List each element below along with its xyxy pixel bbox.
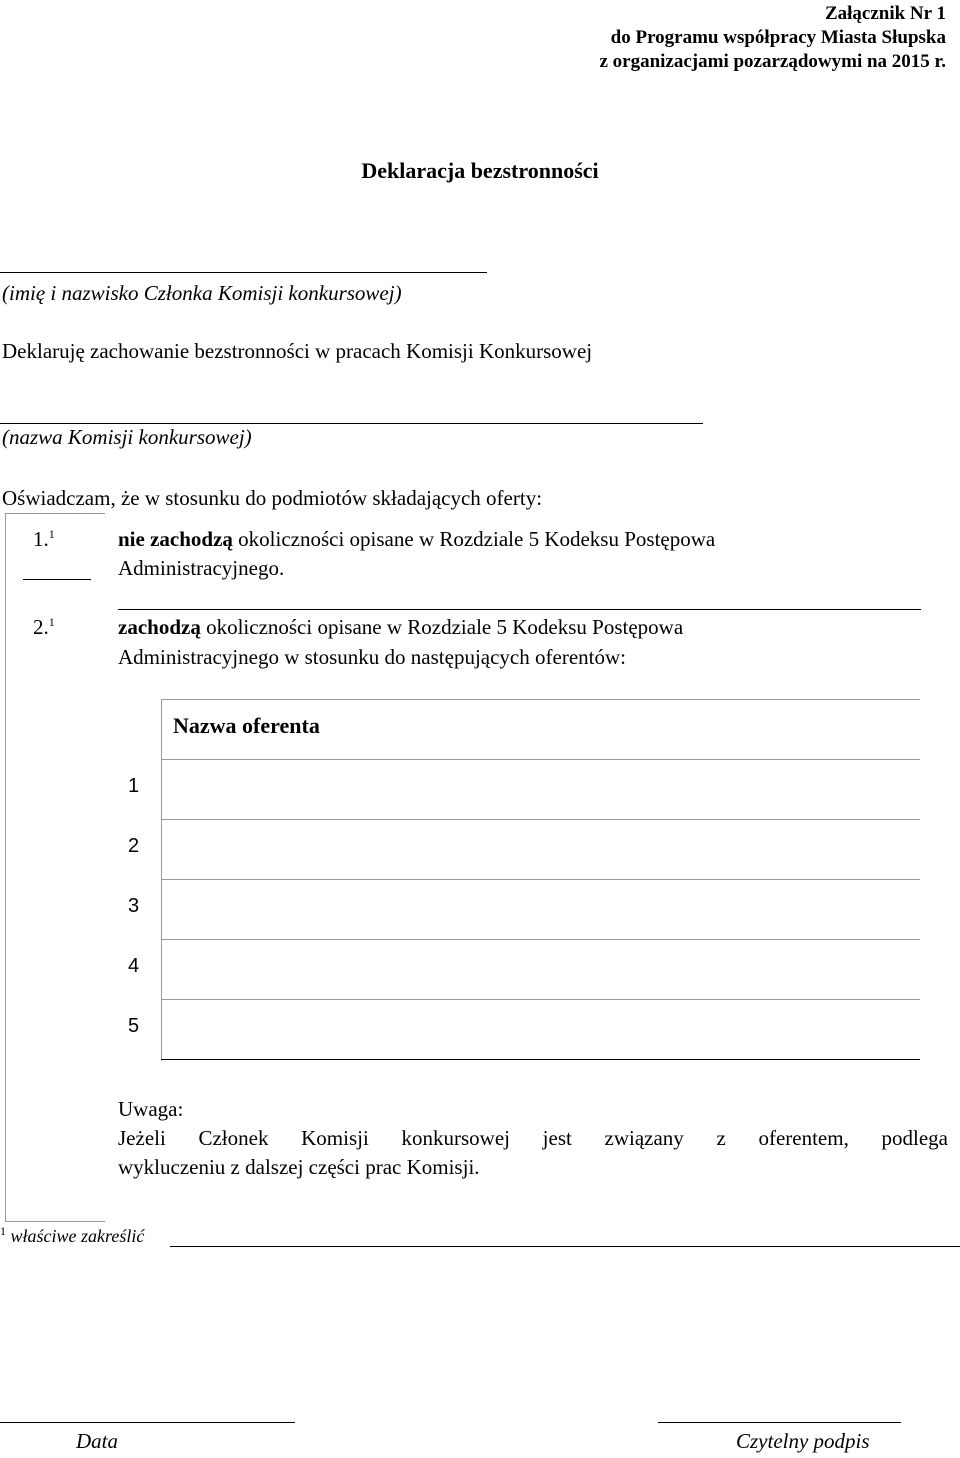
option-2-bold: zachodzą <box>118 615 201 639</box>
member-name-line <box>0 272 487 273</box>
frame-bottom-line <box>5 1221 105 1222</box>
header-line-3: z organizacjami pozarządowymi na 2015 r. <box>599 51 946 72</box>
table-left-border <box>161 699 162 1061</box>
table-bottom-border <box>161 1059 920 1060</box>
option-2-text <box>118 615 683 640</box>
attachment-header <box>599 2 946 74</box>
commission-name-caption: (nazwa Komisji konkursowej) <box>2 425 252 449</box>
table-row-divider <box>161 999 920 1000</box>
option-1-rest: okoliczności opisane w Rozdziale 5 Kodeksu Postępowa <box>232 527 716 551</box>
declaration-text: Deklaruję zachowanie bezstronności w pracach Komisji Konkursowej <box>2 339 593 363</box>
left-frame-line <box>5 513 6 1221</box>
signature-line <box>658 1422 901 1423</box>
option-1-marker[interactable] <box>33 527 55 552</box>
header-line-1: Załącznik Nr 1 <box>824 3 946 24</box>
header-line-2: do Programu współpracy Miasta Słupska <box>610 27 946 48</box>
commission-name-line <box>0 423 703 424</box>
footnote-marker: 1 <box>0 1224 6 1238</box>
note-line-2: wykluczeniu z dalszej części prac Komisji. <box>118 1155 480 1179</box>
footnote-text: właściwe zakreślić <box>6 1226 145 1246</box>
option-2-number: 2. <box>33 615 49 639</box>
option-1-mark-line <box>23 579 91 580</box>
table-row-number: 4 <box>128 955 140 977</box>
table-header: Nazwa oferenta <box>173 713 320 738</box>
option-1-footnote-ref: 1 <box>48 527 55 541</box>
table-row-divider <box>161 819 920 820</box>
footnote-line <box>170 1246 960 1247</box>
table-row-number: 5 <box>128 1015 140 1037</box>
frame-top-line <box>5 513 105 514</box>
table-row-divider <box>161 939 920 940</box>
option-2-marker[interactable] <box>33 615 55 640</box>
option-1-bold: nie zachodzą <box>118 527 233 551</box>
note-label: Uwaga: <box>118 1097 184 1121</box>
option-2-footnote-ref: 1 <box>48 615 55 629</box>
signature-label: Czytelny podpis <box>736 1429 870 1453</box>
footnote <box>0 1224 144 1247</box>
date-line <box>0 1422 295 1423</box>
note-line-1: Jeżeli Członek Komisji konkursowej jest związany z oferentem, podlega <box>118 1126 948 1150</box>
member-name-caption: (imię i nazwisko Członka Komisji konkursowej) <box>2 281 402 305</box>
option-2-rest: okoliczności opisane w Rozdziale 5 Kodeksu Postępowa <box>200 615 684 639</box>
table-row-divider <box>161 759 920 760</box>
table-top-border <box>161 699 920 700</box>
option-1-line-2: Administracyjnego. <box>118 556 285 580</box>
option-2-line-2: Administracyjnego w stosunku do następujących oferentów: <box>118 645 626 669</box>
option-1-number: 1. <box>33 527 49 551</box>
table-row-divider <box>161 879 920 880</box>
document-title: Deklaracja bezstronności <box>361 158 599 183</box>
option-1-text <box>118 527 715 552</box>
table-row-number: 2 <box>128 835 140 857</box>
option-2-top-line <box>118 609 921 610</box>
statement-text: Oświadczam, że w stosunku do podmiotów składających oferty: <box>2 486 543 510</box>
date-label: Data <box>76 1429 118 1453</box>
table-row-number: 3 <box>128 895 140 917</box>
table-row-number: 1 <box>128 775 140 797</box>
